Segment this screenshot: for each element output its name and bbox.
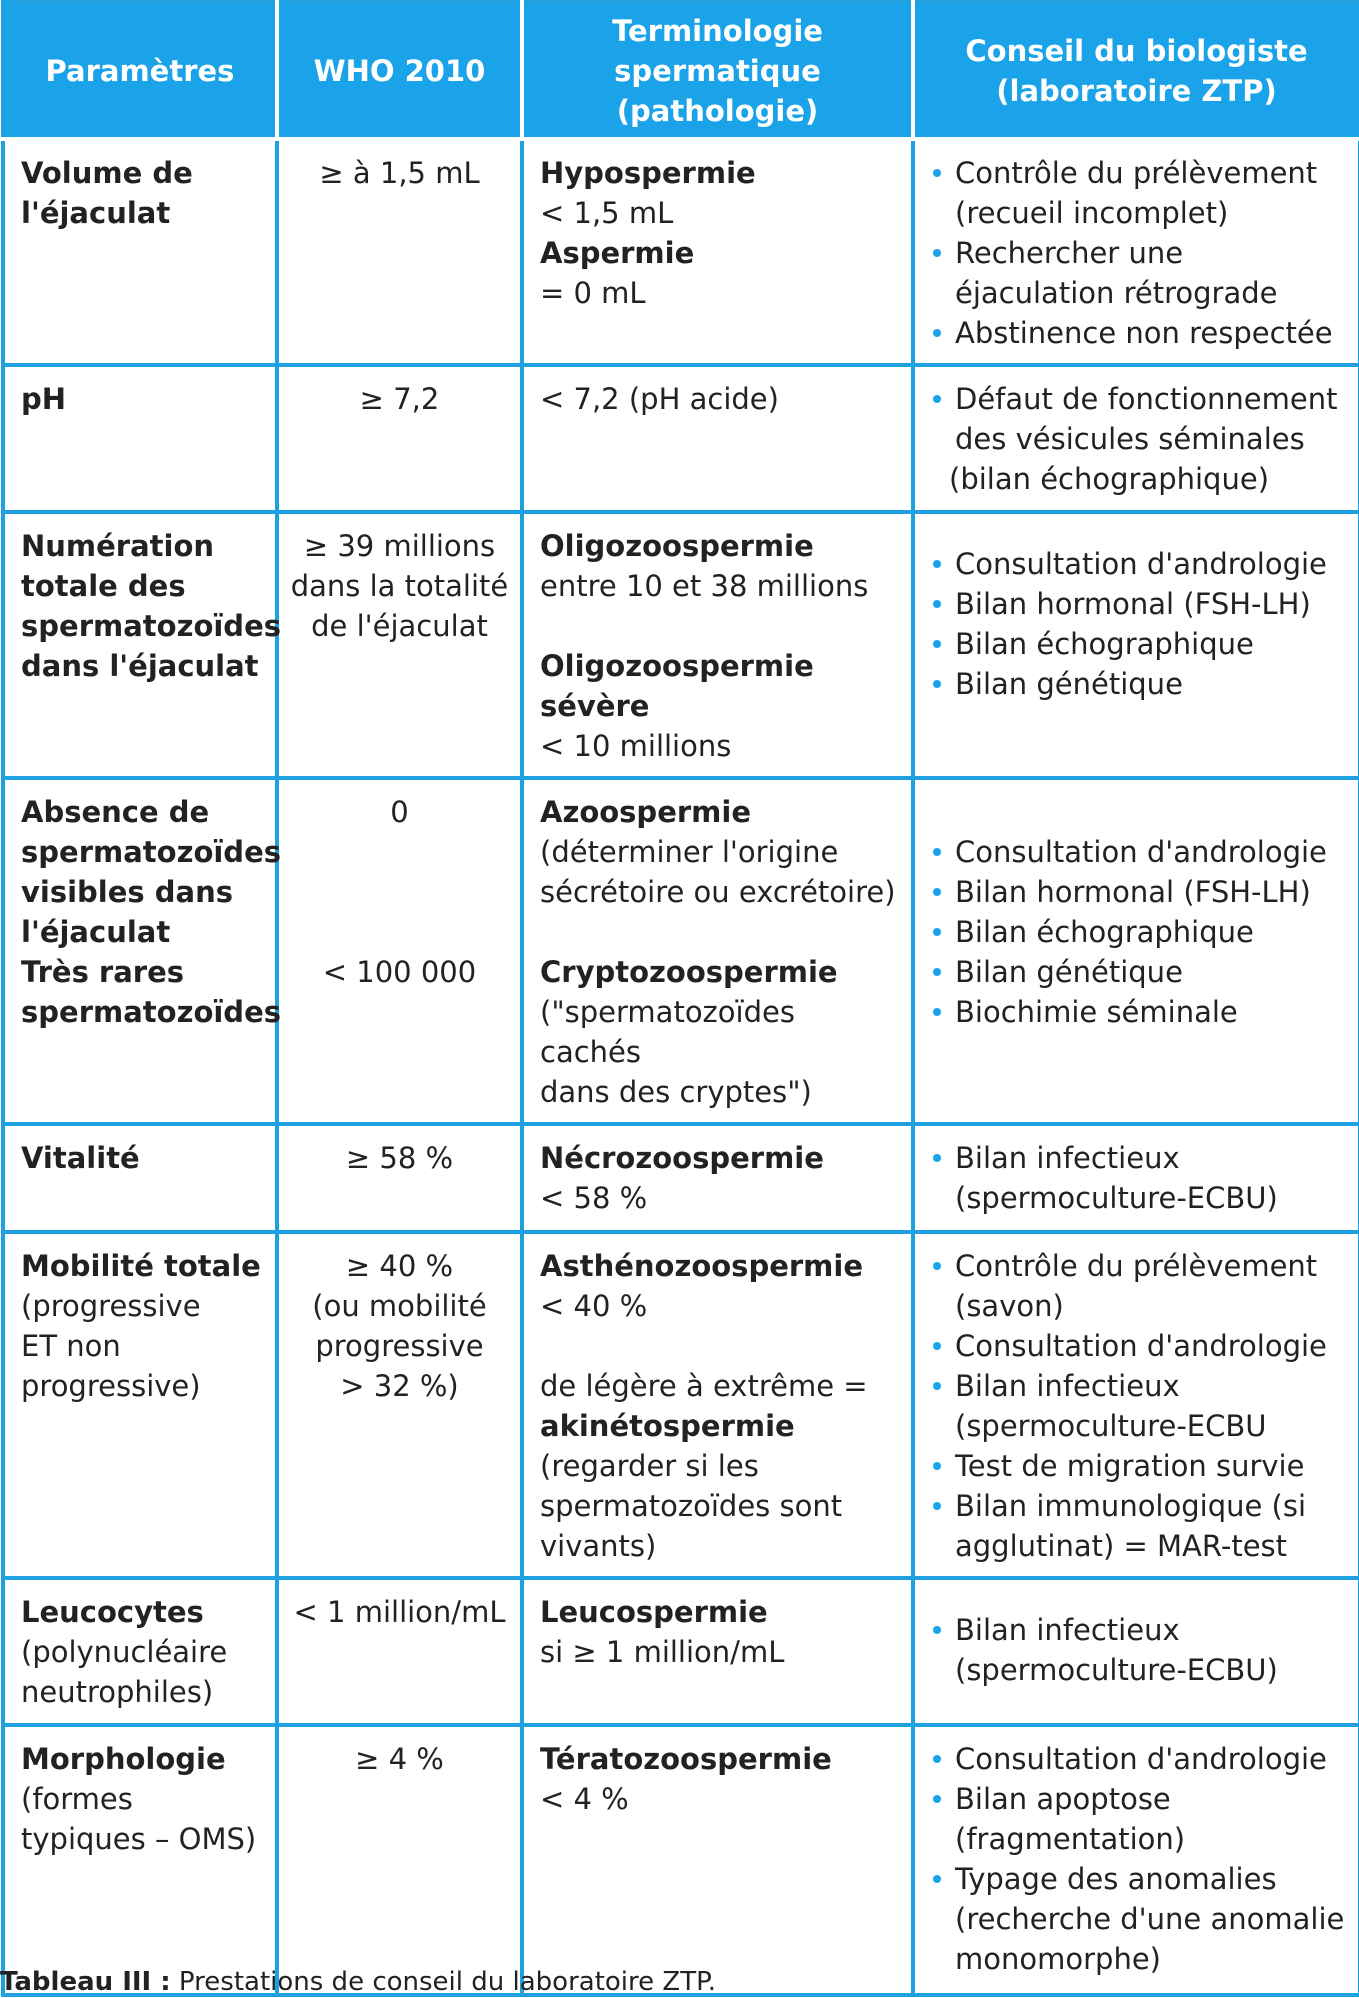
header-parametres: Paramètres	[3, 2, 277, 139]
who-cell: ≥ 58 %	[277, 1124, 522, 1232]
term-line: Oligozoospermie	[540, 529, 814, 563]
list-item: Consultation d'andrologie	[933, 544, 1350, 584]
spacer	[540, 912, 897, 952]
conseil-cell	[913, 778, 1359, 1124]
conseil-cell	[913, 512, 1359, 778]
list-item: Consultation d'andrologie	[933, 1326, 1350, 1366]
who-cell	[277, 512, 522, 778]
header-terminologie-line-2: spermatique	[614, 53, 821, 88]
conseil-list	[933, 379, 1350, 459]
term-cell: < 7,2 (pH acide)	[522, 365, 913, 512]
conseil-cell	[913, 1124, 1359, 1232]
param-cell	[3, 139, 277, 365]
term-line: < 4 %	[540, 1782, 629, 1816]
param-line: Mobilité totale	[21, 1249, 261, 1283]
param-line: dans l'éjaculat	[21, 649, 259, 683]
list-item: Bilan génétique	[933, 952, 1350, 992]
param-line: Morphologie	[21, 1742, 226, 1776]
who-cell	[277, 1232, 522, 1578]
param-cell	[3, 1725, 277, 1995]
param-line: spermatozoïdes	[21, 609, 281, 643]
term-cell	[522, 1124, 913, 1232]
param-line: Absence de	[21, 795, 210, 829]
table-row-morphologie	[3, 1725, 1359, 1995]
list-item: Bilan infectieux (spermoculture-ECBU	[933, 1366, 1350, 1446]
term-line: Cryptozoospermie	[540, 955, 838, 989]
who-cell: < 1 million/mL	[277, 1578, 522, 1725]
param-cell	[3, 1232, 277, 1578]
list-item: Contrôle du prélèvement (savon)	[933, 1246, 1350, 1326]
list-item: Consultation d'andrologie	[933, 1739, 1350, 1779]
param-line: neutrophiles)	[21, 1675, 214, 1709]
who-line: de l'éjaculat	[311, 609, 488, 643]
table-row-absence	[3, 778, 1359, 1124]
conseil-cell	[913, 365, 1359, 512]
conseil-cell	[913, 139, 1359, 365]
term-line: (regarder si les	[540, 1449, 759, 1483]
param-cell	[3, 778, 281, 1124]
param-line: l'éjaculat	[21, 196, 171, 230]
term-line: dans des cryptes")	[540, 1075, 812, 1109]
spacer	[287, 872, 512, 912]
table-caption	[0, 1966, 716, 1998]
list-item: Rechercher une éjaculation rétrograde	[933, 233, 1350, 313]
term-line: ("spermatozoïdes cachés	[540, 995, 795, 1069]
who-line: ≥ 39 millions	[303, 529, 496, 563]
conseil-table	[1, 0, 1359, 1997]
term-cell	[522, 1232, 913, 1578]
list-item: Abstinence non respectée	[933, 313, 1350, 353]
list-item: Bilan hormonal (FSH-LH)	[933, 872, 1350, 912]
table-row-numeration	[3, 512, 1359, 778]
param-line: progressive)	[21, 1369, 201, 1403]
list-item: Bilan infectieux (spermoculture-ECBU)	[933, 1610, 1350, 1690]
term-line: si ≥ 1 million/mL	[540, 1635, 785, 1669]
term-line: akinétospermie	[540, 1409, 795, 1443]
term-cell	[522, 1725, 913, 1995]
conseil-list	[933, 1246, 1350, 1566]
param-cell	[3, 512, 281, 778]
term-line: (déterminer l'origine	[540, 835, 839, 869]
param-cell	[3, 1578, 277, 1725]
param-line: (polynucléaire	[21, 1635, 228, 1669]
conseil-cell	[913, 1725, 1359, 1995]
header-terminologie	[522, 2, 913, 139]
who-cell: ≥ 4 %	[277, 1725, 522, 1995]
term-line: < 10 millions	[540, 729, 732, 763]
param-line: (formes	[21, 1782, 133, 1816]
header-row	[3, 2, 1359, 139]
list-item: Typage des anomalies (recherche d'une anomalie monomorphe)	[933, 1859, 1350, 1979]
conseil-list	[933, 832, 1350, 1032]
conseil-list	[933, 1138, 1350, 1218]
list-item: Bilan infectieux (spermoculture-ECBU)	[933, 1138, 1350, 1218]
spacer	[540, 606, 897, 646]
conseil-cell	[913, 1578, 1359, 1725]
conseil-list	[933, 1739, 1350, 1979]
param-line: Leucocytes	[21, 1595, 204, 1629]
param-line: Numération	[21, 529, 215, 563]
list-item: Bilan apoptose (fragmentation)	[933, 1779, 1350, 1859]
term-line: Oligozoospermie sévère	[540, 649, 814, 723]
param-line: Volume de	[21, 156, 193, 190]
list-item: Bilan échographique	[933, 624, 1350, 664]
term-line: < 58 %	[540, 1181, 648, 1215]
caption-text: Prestations de conseil du laboratoire ZTP.	[170, 1967, 716, 1997]
param-line: Très rares	[21, 955, 185, 989]
conseil-note: (bilan échographique)	[949, 462, 1270, 496]
header-conseil-line-2: (laboratoire ZTP)	[996, 73, 1277, 108]
conseil-cell	[913, 1232, 1359, 1578]
list-item: Bilan génétique	[933, 664, 1350, 704]
term-cell	[522, 512, 913, 778]
spacer	[287, 832, 512, 872]
param-line: totale des	[21, 569, 186, 603]
list-item: Bilan échographique	[933, 912, 1350, 952]
term-line: Hypospermie	[540, 156, 756, 190]
term-line: Asthénozoospermie	[540, 1249, 863, 1283]
spacer	[287, 912, 512, 952]
who-line: 0	[390, 795, 409, 829]
term-line: Aspermie	[540, 236, 695, 270]
spacer	[540, 1326, 897, 1366]
param-line: ET non	[21, 1329, 121, 1363]
param-line: spermatozoïdes	[21, 835, 281, 869]
param-cell: Vitalité	[3, 1124, 277, 1232]
who-line: progressive	[315, 1329, 484, 1363]
conseil-list	[933, 1610, 1350, 1690]
header-conseil-line-1: Conseil du biologiste	[965, 33, 1308, 68]
list-item: Défaut de fonctionnement des vésicules séminales	[933, 379, 1350, 459]
list-item: Bilan immunologique (si agglutinat) = MAR-test	[933, 1486, 1350, 1566]
who-line: > 32 %)	[340, 1369, 459, 1403]
term-line: vivants)	[540, 1529, 657, 1563]
header-conseil	[913, 2, 1359, 139]
term-line: Azoospermie	[540, 795, 751, 829]
table-row-vitalite	[3, 1124, 1359, 1232]
param-line: (progressive	[21, 1289, 201, 1323]
term-line: entre 10 et 38 millions	[540, 569, 869, 603]
term-line: < 40 %	[540, 1289, 648, 1323]
term-line: Nécrozoospermie	[540, 1141, 824, 1175]
table-row-volume	[3, 139, 1359, 365]
who-cell	[277, 778, 522, 1124]
param-line: typiques – OMS)	[21, 1822, 257, 1856]
who-line: ≥ 40 %	[345, 1249, 454, 1283]
who-cell: ≥ 7,2	[277, 365, 522, 512]
header-terminologie-line-1: Terminologie	[612, 13, 823, 48]
who-line: dans la totalité	[290, 569, 509, 603]
table-row-ph	[3, 365, 1359, 512]
caption-label: Tableau III :	[0, 1967, 171, 1997]
term-cell	[522, 1578, 913, 1725]
list-item: Bilan hormonal (FSH-LH)	[933, 584, 1350, 624]
list-item: Consultation d'andrologie	[933, 832, 1350, 872]
header-who: WHO 2010	[277, 2, 522, 139]
list-item: Contrôle du prélèvement (recueil incomplet)	[933, 153, 1350, 233]
param-line: l'éjaculat	[21, 915, 171, 949]
term-line: sécrétoire ou excrétoire)	[540, 875, 896, 909]
term-line: Tératozoospermie	[540, 1742, 832, 1776]
list-item: Test de migration survie	[933, 1446, 1350, 1486]
param-line: spermatozoïdes	[21, 995, 281, 1029]
term-cell	[522, 778, 913, 1124]
list-item: Biochimie séminale	[933, 992, 1350, 1032]
term-line: = 0 mL	[540, 276, 646, 310]
conseil-list	[933, 153, 1350, 353]
term-line: spermatozoïdes sont	[540, 1489, 843, 1523]
table-row-leucocytes	[3, 1578, 1359, 1725]
param-line: visibles dans	[21, 875, 234, 909]
who-cell: ≥ à 1,5 mL	[277, 139, 522, 365]
term-line: < 1,5 mL	[540, 196, 674, 230]
who-line: < 100 000	[322, 955, 477, 989]
who-line: (ou mobilité	[312, 1289, 487, 1323]
term-line: Leucospermie	[540, 1595, 768, 1629]
header-terminologie-line-3: (pathologie)	[616, 93, 819, 128]
param-cell: pH	[3, 365, 277, 512]
conseil-list	[933, 544, 1350, 704]
term-cell	[522, 139, 913, 365]
table-row-mobilite	[3, 1232, 1359, 1578]
term-line: de légère à extrême =	[540, 1369, 868, 1403]
